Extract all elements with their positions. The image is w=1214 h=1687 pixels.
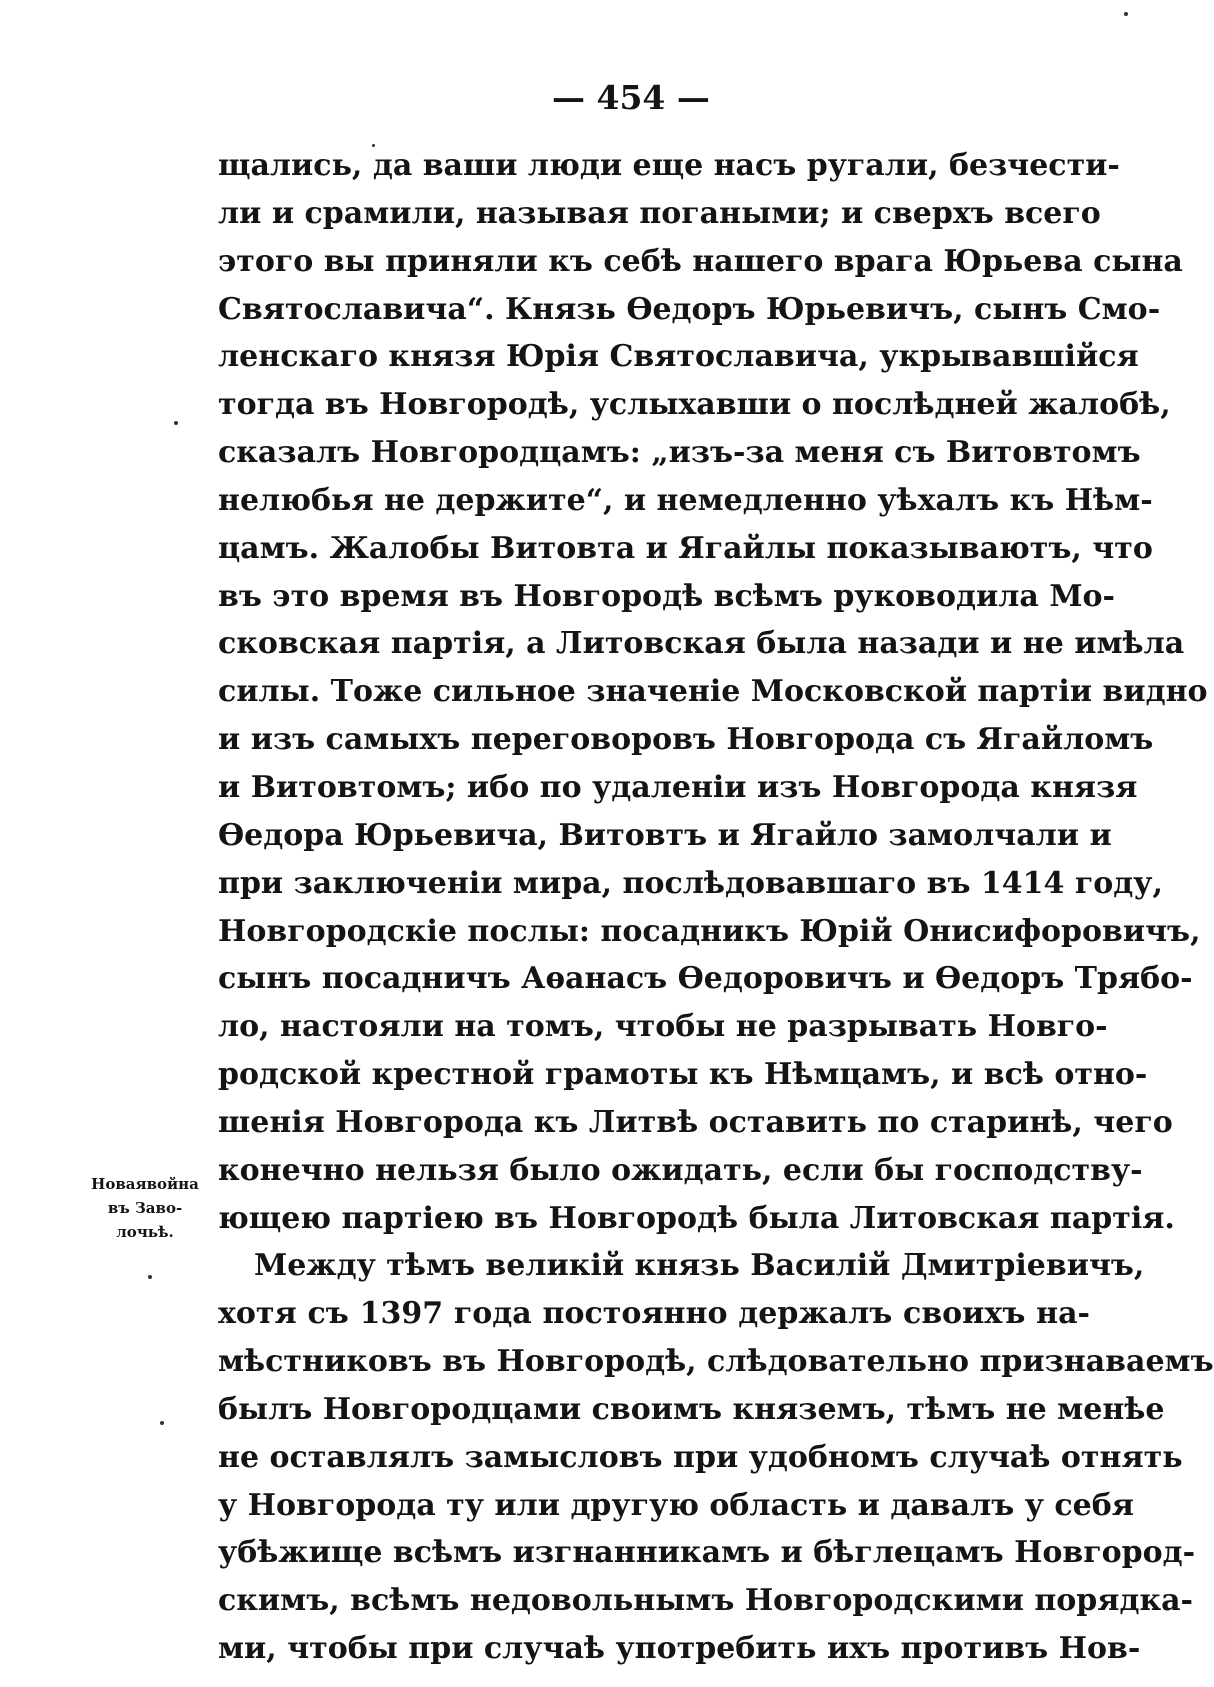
scan-speck xyxy=(1124,12,1128,16)
scan-speck xyxy=(148,1275,152,1279)
text-line: Святославича“. Князь Ѳедоръ Юрьевичъ, сынъ Смо- xyxy=(218,291,1161,327)
text-line: былъ Новгородцами своимъ княземъ, тѣмъ не менѣе xyxy=(218,1391,1165,1427)
text-line: конечно нельзя было ожидать, если бы господству- xyxy=(218,1152,1143,1188)
text-line: нелюбья не держите“, и немедленно уѣхалъ къ Нѣм- xyxy=(218,482,1153,518)
text-line: ли и срамили, называя погаными; и сверхъ всего xyxy=(218,195,1101,231)
text-line: при заключеніи мира, послѣдовавшаго въ 1414 году, xyxy=(218,865,1163,901)
text-line: ми, чтобы при случаѣ употребить ихъ противъ Нов- xyxy=(218,1631,1141,1667)
margin-note-line: лочьѣ. xyxy=(116,1223,174,1241)
margin-note xyxy=(74,1172,216,1244)
text-line: щались, да ваши люди еще насъ ругали, безчести- xyxy=(218,148,1120,183)
scan-speck xyxy=(160,1421,164,1425)
text-line: сказалъ Новгородцамъ: „изъ-за меня съ Витовтомъ xyxy=(218,435,1141,471)
text-line: въ это время въ Новгородѣ всѣмъ руководила Мо- xyxy=(218,578,1115,614)
scan-speck xyxy=(174,421,178,425)
text-line: этого вы приняли къ себѣ нашего врага Юрьева сына xyxy=(218,243,1183,279)
text-line: ющею партіею въ Новгородѣ была Литовская партія. xyxy=(218,1200,1175,1236)
text-line: убѣжище всѣмъ изгнанникамъ и бѣглецамъ Новгород- xyxy=(218,1535,1196,1571)
body-text xyxy=(218,142,1214,1673)
text-line: тогда въ Новгородѣ, услыхавши о послѣдней жалобѣ, xyxy=(218,387,1171,423)
margin-note-line: въ Заво- xyxy=(107,1199,183,1217)
text-line: силы. Тоже сильное значеніе Московской партіи видно xyxy=(218,674,1208,710)
text-line: сынъ посадничъ Аѳанасъ Ѳедоровичъ и Ѳедоръ Трябо- xyxy=(218,961,1193,997)
text-line: мѣстниковъ въ Новгородѣ, слѣдовательно признаваемъ xyxy=(218,1344,1214,1380)
text-line: и изъ самыхъ переговоровъ Новгорода съ Ягайломъ xyxy=(218,722,1154,758)
text-line: Ѳедора Юрьевича, Витовтъ и Ягайло замолчали и xyxy=(218,817,1112,853)
text-line: хотя съ 1397 года постоянно держалъ своихъ на- xyxy=(218,1296,1090,1332)
text-line: Между тѣмъ великій князь Василій Дмитріевичъ, xyxy=(254,1248,1145,1284)
text-line: сковская партія, а Литовская была назади и не имѣла xyxy=(218,626,1185,662)
text-line: у Новгорода ту или другую область и давалъ у себя xyxy=(218,1487,1134,1523)
text-line: Новгородскіе послы: посадникъ Юрій Онисифоровичъ, xyxy=(218,913,1201,949)
text-line: ленскаго князя Юрія Святославича, укрывавшійся xyxy=(218,339,1139,375)
text-line: цамъ. Жалобы Витовта и Ягайлы показываютъ, что xyxy=(218,530,1153,566)
scan-speck xyxy=(372,144,375,147)
text-line: ло, настояли на томъ, чтобы не разрывать Новго- xyxy=(218,1009,1108,1045)
text-line: шенія Новгорода къ Литвѣ оставить по старинѣ, чего xyxy=(218,1104,1173,1140)
margin-note-line: Новаявойна xyxy=(91,1175,199,1193)
text-line: и Витовтомъ; ибо по удаленіи изъ Новгорода князя xyxy=(218,769,1138,805)
text-line: родской крестной грамоты къ Нѣмцамъ, и всѣ отно- xyxy=(218,1057,1148,1093)
text-line: не оставлялъ замысловъ при удобномъ случаѣ отнять xyxy=(218,1439,1183,1475)
text-line: скимъ, всѣмъ недовольнымъ Новгородскими порядка- xyxy=(218,1583,1193,1619)
